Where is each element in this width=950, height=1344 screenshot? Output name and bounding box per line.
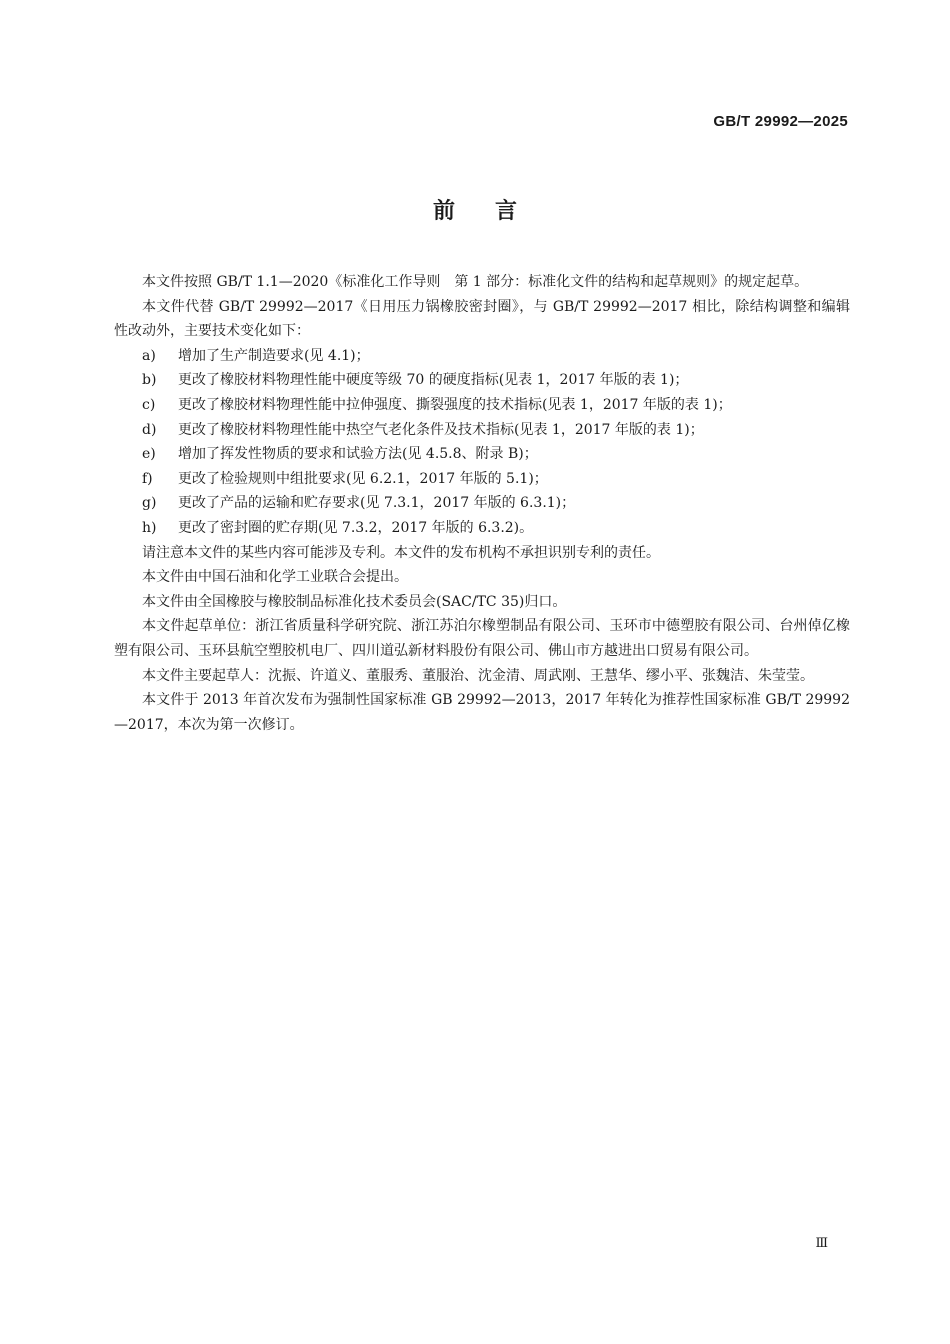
list-marker: g)	[142, 495, 157, 512]
document-code: GB/T 29992—2025	[713, 113, 848, 130]
list-item-text: 更改了检验规则中组批要求(见 6.2.1，2017 年版的 5.1)；	[178, 470, 548, 487]
list-marker: b)	[142, 372, 157, 389]
page-title: 前言	[432, 199, 557, 224]
list-marker: h)	[142, 519, 157, 536]
list-item-text: 更改了密封圈的贮存期(见 7.3.2，2017 年版的 6.3.2)。	[178, 519, 534, 536]
paragraph-committee: 本文件由全国橡胶与橡胶制品标准化技术委员会(SAC/TC 35)归口。	[142, 593, 567, 610]
paragraph-drafting-units: 本文件起草单位：浙江省质量科学研究院、浙江苏泊尔橡塑制品有限公司、玉环市中德塑胶有限公司、台州倬亿橡塑有限公司、玉环县航空塑胶机电厂、四川道弘新材料股份有限公司、佛山市方越进出口贸易有限公司。	[114, 618, 850, 659]
list-item-text: 更改了产品的运输和贮存要求(见 7.3.1，2017 年版的 6.3.1)；	[178, 495, 576, 512]
list-item-text: 更改了橡胶材料物理性能中拉伸强度、撕裂强度的技术指标(见表 1，2017 年版的表 1)；	[178, 396, 732, 413]
paragraph-replaces: 本文件代替 GB/T 29992—2017《日用压力锅橡胶密封圈》，与 GB/T 29992—2017 相比，除结构调整和编辑性改动外，主要技术变化如下：	[114, 298, 850, 340]
list-item-text: 增加了挥发性物质的要求和试验方法(见 4.5.8、附录 B)；	[178, 446, 538, 463]
paragraph-drafting-rules: 本文件按照 GB/T 1.1—2020《标准化工作导则 第 1 部分：标准化文件的结构和起草规则》的规定起草。	[142, 274, 809, 290]
list-marker: d)	[142, 421, 157, 438]
list-marker: e)	[142, 446, 156, 463]
list-item	[114, 442, 850, 467]
list-item	[114, 467, 850, 492]
list-marker: a)	[142, 347, 156, 364]
document-body	[114, 270, 850, 737]
paragraph-history: 本文件于 2013 年首次发布为强制性国家标准 GB 29992—2013，2017 年转化为推荐性国家标准 GB/T 29992—2017，本次为第一次修订。	[114, 692, 850, 733]
list-item	[114, 418, 850, 443]
list-item	[114, 344, 850, 369]
list-item-text: 增加了生产制造要求(见 4.1)；	[178, 347, 370, 364]
list-item-text: 更改了橡胶材料物理性能中硬度等级 70 的硬度指标(见表 1，2017 年版的表 1)；	[178, 372, 689, 389]
paragraph-proposer: 本文件由中国石油和化学工业联合会提出。	[142, 569, 408, 586]
list-item-text: 更改了橡胶材料物理性能中热空气老化条件及技术指标(见表 1，2017 年版的表 1)；	[178, 421, 704, 438]
page-number: Ⅲ	[815, 1236, 828, 1251]
list-marker: c)	[142, 396, 156, 413]
changes-list	[114, 344, 850, 541]
paragraph-patent-notice: 请注意本文件的某些内容可能涉及专利。本文件的发布机构不承担识别专利的责任。	[142, 544, 660, 561]
list-item	[114, 516, 850, 541]
paragraph-drafters: 本文件主要起草人：沈振、许道义、董服秀、董服治、沈金清、周武刚、王慧华、缪小平、张魏洁、朱莹莹。	[142, 667, 814, 684]
list-item	[114, 491, 850, 516]
list-item	[114, 393, 850, 418]
list-item	[114, 368, 850, 393]
list-marker: f)	[142, 470, 153, 487]
